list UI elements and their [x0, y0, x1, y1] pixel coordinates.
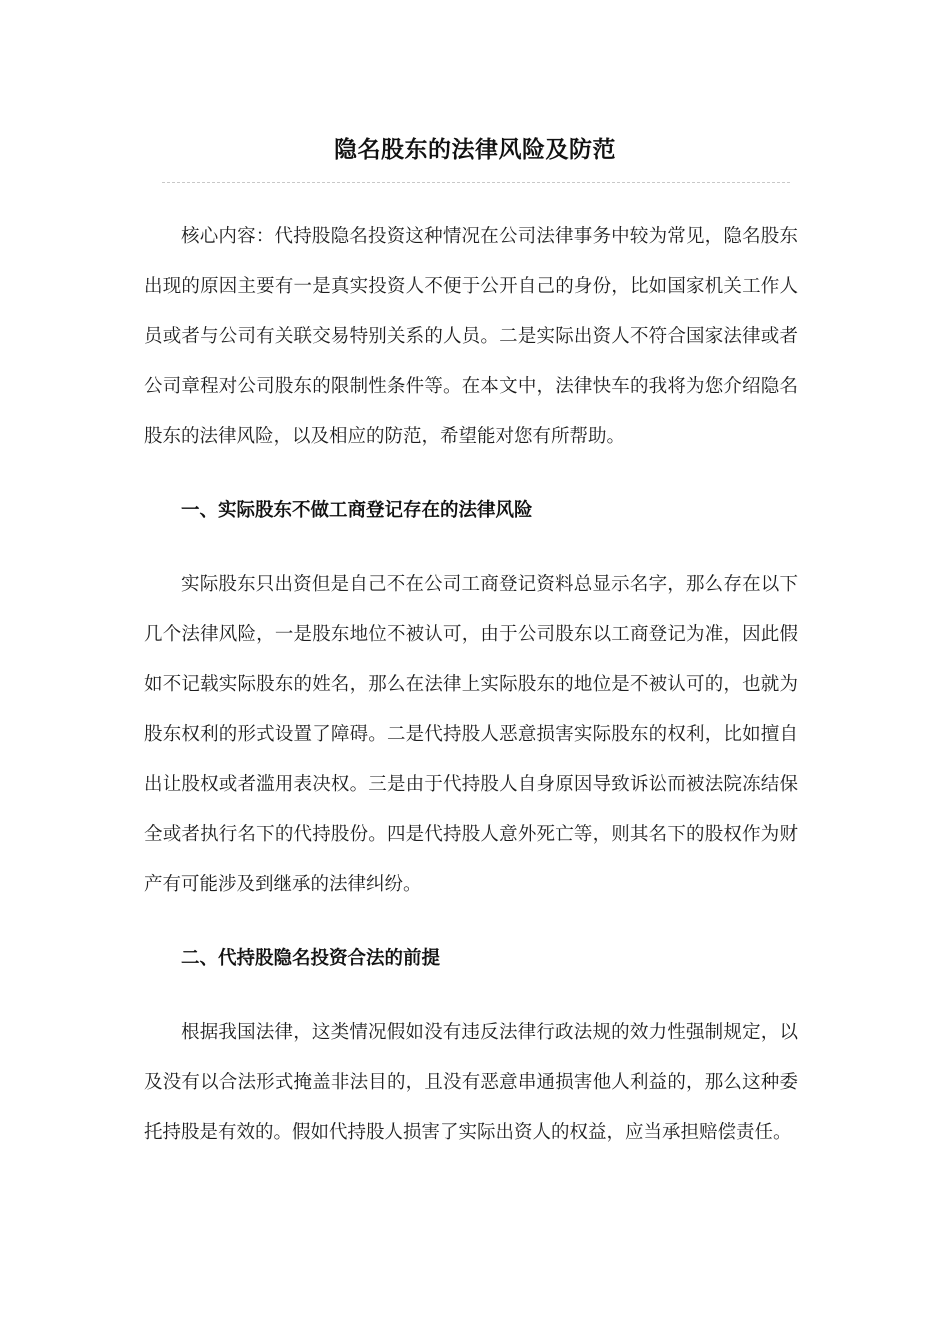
- section-heading-1: 一、实际股东不做工商登记存在的法律风险: [181, 500, 533, 521]
- spacer: [144, 536, 798, 560]
- spacer: [144, 462, 798, 486]
- section-paragraph-2: 根据我国法律，这类情况假如没有违反法律行政法规的效力性强制规定，以及没有以合法形式掩盖非法目的，且没有恶意串通损害他人利益的，那么这种委托持股是有效的。假如代持股人损害了实际出资人的权益，应当承担赔偿责任。: [144, 1022, 798, 1143]
- section-paragraph-1: 实际股东只出资但是自己不在公司工商登记资料总显示名字，那么存在以下几个法律风险，一是股东地位不被认可，由于公司股东以工商登记为准，因此假如不记载实际股东的姓名，那么在法律上实际股东的地位是不被认可的，也就为股东权利的形式设置了障碍。二是代持股人恶意损害实际股东的权利，比如擅自出让股权或者滥用表决权。三是由于代持股人自身原因导致诉讼而被法院冻结保全或者执行名下的代持股份。四是代持股人意外死亡等，则其名下的股权作为财产有可能涉及到继承的法律纠纷。: [144, 574, 798, 895]
- spacer: [144, 984, 798, 1008]
- intro-paragraph: 核心内容：代持股隐名投资这种情况在公司法律事务中较为常见，隐名股东出现的原因主要有一是真实投资人不便于公开自己的身份，比如国家机关工作人员或者与公司有关联交易特别关系的人员。二是实际出资人不符合国家法律或者公司章程对公司股东的限制性条件等。在本文中，法律快车的我将为您介绍隐名股东的法律风险，以及相应的防范，希望能对您有所帮助。: [144, 226, 798, 447]
- spacer: [144, 910, 798, 934]
- section-heading-2: 二、代持股隐名投资合法的前提: [181, 948, 441, 969]
- page-title: 隐名股东的法律风险及防范: [334, 137, 616, 163]
- title-divider: [162, 182, 790, 183]
- article-body: [144, 212, 798, 1158]
